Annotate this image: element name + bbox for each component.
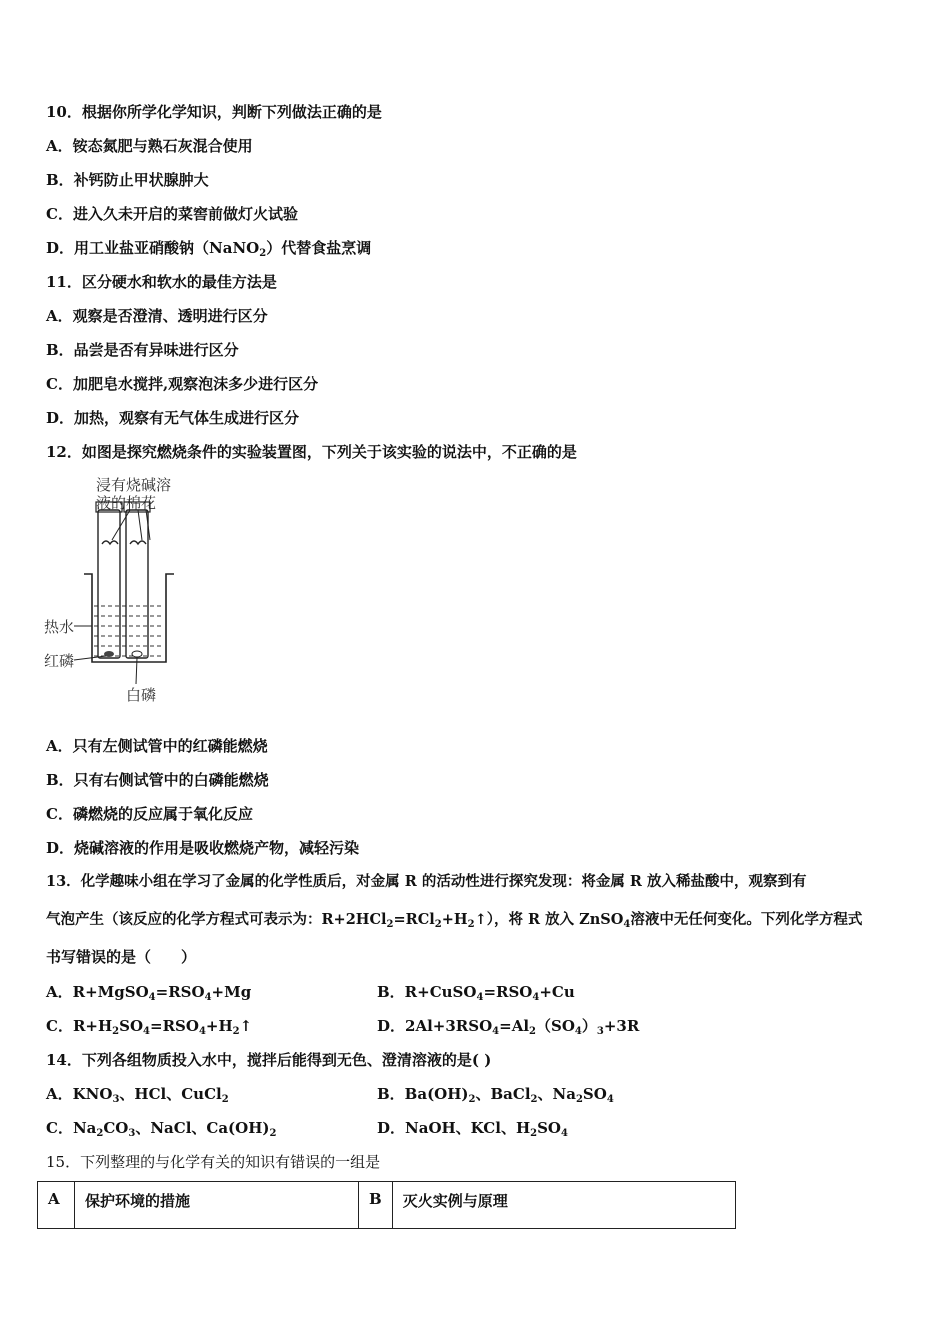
q10-option-a: A．铵态氮肥与熟石灰混合使用	[46, 137, 253, 155]
q11-option-c: C．加肥皂水搅拌,观察泡沫多少进行区分	[46, 375, 319, 393]
q12-option-b: B．只有右侧试管中的白磷能燃烧	[46, 771, 269, 789]
q13-stem-line1: 13．化学趣味小组在学习了金属的化学性质后，对金属 R 的活动性进行探究发现：将金属 R 放入稀盐酸中，观察到有	[46, 873, 807, 890]
figure-label-cotton-2: 液的棉花	[96, 494, 157, 512]
table-cell-a-label: A	[38, 1182, 75, 1229]
q12-option-a: A．只有左侧试管中的红磷能燃烧	[46, 737, 268, 755]
apparatus-drawing	[40, 470, 200, 710]
q14-option-b: B．$Ba(OH)_2$、BaCl$_2$、$Na_2SO_4$	[377, 1085, 614, 1105]
q15-table	[37, 1181, 736, 1229]
q12-option-c: C．磷燃烧的反应属于氧化反应	[46, 805, 253, 823]
q10-option-b: B．补钙防止甲状腺肿大	[46, 171, 209, 189]
q13-stem-line3: 书写错误的是（ ）	[46, 948, 197, 966]
figure-label-white-phosphorus: 白磷	[126, 686, 157, 704]
q13-option-d: D．$2Al+3RSO_4=Al_2(SO_4)_3+3R$	[377, 1017, 640, 1037]
figure-label-hot-water: 热水	[44, 618, 75, 636]
table-cell-a-title: 保护环境的措施	[75, 1182, 359, 1229]
q14-option-a: A．$KNO_3$、HCl、CuCl$_2$	[46, 1085, 229, 1105]
q11-option-b: B．品尝是否有异味进行区分	[46, 341, 239, 359]
q14-option-d: D．NaOH、KCl、$H_2SO_4$	[377, 1119, 568, 1139]
q13-option-c: C．$R+H_2SO_4=RSO_4+H_2↑$	[46, 1017, 253, 1037]
q12-stem: 12．如图是探究燃烧条件的实验装置图，下列关于该实验的说法中，不正确的是	[46, 443, 577, 461]
q13-option-b: B．$R+CuSO_4=RSO_4+Cu$	[377, 983, 575, 1003]
table-row	[38, 1182, 736, 1229]
q15-stem: 15．下列整理的与化学有关的知识有错误的一组是	[46, 1153, 381, 1171]
q10-option-c: C．进入久未开启的菜窖前做灯火试验	[46, 205, 298, 223]
q10-option-d: D．用工业盐亚硝酸钠（NaNO$_2$）代替食盐烹调	[46, 239, 372, 259]
figure-label-cotton-1: 浸有烧碱溶	[96, 476, 172, 494]
q11-option-d: D．加热，观察有无气体生成进行区分	[46, 409, 300, 427]
q12-option-d: D．烧碱溶液的作用是吸收燃烧产物，减轻污染	[46, 839, 360, 857]
q13-stem-line2: 气泡产生（该反应的化学方程式可表示为：$R+2HCl_2=RCl_2+H_2↑$），将 R 放入 ZnSO$_4$溶液中无任何变化。下列化学方程式	[46, 911, 863, 930]
q13-option-a: A．$R+MgSO_4=RSO_4+Mg$	[46, 983, 252, 1003]
figure-label-red-phosphorus: 红磷	[44, 652, 75, 670]
q14-stem: 14．下列各组物质投入水中，搅拌后能得到无色、澄清溶液的是( )	[46, 1051, 492, 1069]
q11-option-a: A．观察是否澄清、透明进行区分	[46, 307, 268, 325]
q10-stem: 10．根据你所学化学知识，判断下列做法正确的是	[46, 103, 382, 121]
q14-option-c: C．$Na_2CO_3$、NaCl、$Ca(OH)_2$	[46, 1119, 277, 1139]
table-cell-b-label: B	[359, 1182, 393, 1229]
q11-stem: 11．区分硬水和软水的最佳方法是	[46, 273, 277, 291]
table-cell-b-title: 灭火实例与原理	[392, 1182, 735, 1229]
combustion-apparatus-figure	[40, 470, 200, 710]
